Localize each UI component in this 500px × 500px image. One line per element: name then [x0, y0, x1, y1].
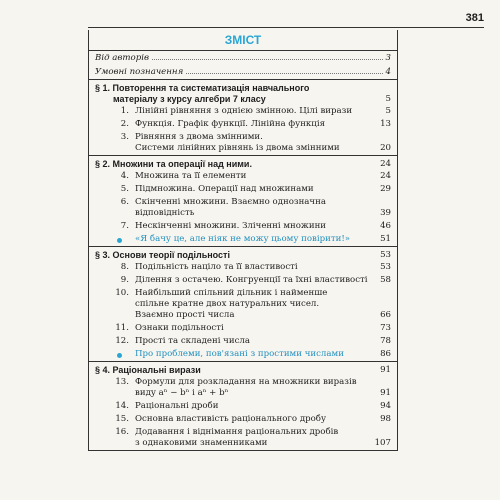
toc-item: [89, 183, 397, 196]
section-heading: [89, 362, 397, 376]
section-page: 91: [380, 365, 391, 375]
section-heading: [89, 156, 397, 170]
item-page: 20: [380, 143, 391, 153]
item-text: Раціональні дроби: [135, 401, 219, 411]
item-page: 66: [380, 310, 391, 320]
item-page: 94: [380, 401, 391, 411]
section-page: 53: [380, 250, 391, 260]
item-page: 91: [380, 388, 391, 398]
item-number: 11.: [115, 323, 129, 333]
toc-item-essay: [89, 233, 397, 246]
item-number: 1.: [120, 106, 129, 116]
item-text: Ознаки подільності: [135, 323, 224, 333]
entry-label: Від авторів: [95, 53, 149, 63]
item-number: 10.: [115, 288, 129, 298]
item-text-cont: відповідність: [135, 208, 195, 218]
item-text-cont: виду aⁿ − bⁿ і aⁿ + bⁿ: [135, 388, 229, 398]
item-number: 16.: [115, 427, 129, 437]
section-page: 5: [385, 94, 391, 104]
item-page: 46: [380, 221, 391, 231]
toc-item: [89, 400, 397, 413]
item-text: Множина та її елементи: [135, 171, 247, 181]
section-heading: [89, 80, 397, 105]
toc-item: [89, 105, 397, 118]
item-number: 14.: [115, 401, 129, 411]
toc-front-entry: [89, 65, 397, 79]
section-title: § 3. Основи теорії подільності: [95, 250, 230, 260]
item-page: 24: [380, 171, 391, 181]
entry-page: 4: [385, 67, 391, 77]
item-page: 51: [380, 234, 391, 244]
item-text: Формули для розкладання на множники виразів: [135, 377, 357, 387]
toc-item: [89, 170, 397, 183]
bullet-icon: [117, 353, 122, 358]
toc-item: [89, 196, 397, 220]
toc-item: [89, 220, 397, 233]
item-text: Найбільший спільний дільник і найменше: [135, 288, 328, 298]
toc-item: [89, 287, 397, 322]
item-page: 58: [380, 275, 391, 285]
item-number: 7.: [120, 221, 129, 231]
section-title: § 4. Раціональні вирази: [95, 365, 201, 375]
toc-item: [89, 376, 397, 400]
section-title-cont: матеріалу з курсу алгебри 7 класу: [113, 94, 266, 104]
item-text: Додавання і віднімання раціональних дробів: [135, 427, 339, 437]
toc-title: ЗМІСТ: [89, 30, 397, 51]
item-page: 86: [380, 349, 391, 359]
table-of-contents: [88, 30, 398, 451]
item-number: 5.: [120, 184, 129, 194]
toc-front-entry: [89, 51, 397, 65]
item-page: 5: [385, 106, 391, 116]
toc-item: [89, 131, 397, 155]
section-title: § 2. Множини та операції над ними.: [95, 159, 252, 169]
item-text-cont: з однаковими знаменниками: [135, 438, 268, 448]
item-text: Скінченні множини. Взаємно однозначна: [135, 197, 326, 207]
item-text: Подільність націло та її властивості: [135, 262, 298, 272]
item-text: Рівняння з двома змінними.: [135, 132, 263, 142]
item-text: «Я бачу це, але ніяк не можу цьому повірити!»: [135, 234, 351, 244]
item-number: 8.: [120, 262, 129, 272]
toc-item: [89, 413, 397, 426]
item-text: Функція. Графік функції. Лінійна функція: [135, 119, 325, 129]
item-number: 9.: [120, 275, 129, 285]
entry-label: Умовні позначення: [95, 67, 184, 77]
item-page: 73: [380, 323, 391, 333]
item-text: Основна властивість раціонального дробу: [135, 414, 327, 424]
entry-page: 3: [385, 53, 391, 63]
toc-item: [89, 322, 397, 335]
item-page: 98: [380, 414, 391, 424]
toc-item: [89, 335, 397, 348]
item-text: Про проблеми, пов'язані з простими числами: [135, 349, 344, 359]
section-page: 24: [380, 159, 391, 169]
item-text-cont: спільне кратне двох натуральних чисел.: [135, 299, 320, 309]
item-number: 12.: [115, 336, 129, 346]
item-text: Ділення з остачею. Конгруенції та їхні властивості: [135, 275, 368, 285]
section-title: § 1. Повторення та систематизація навчального: [95, 83, 310, 93]
item-text: Лінійні рівняння з однією змінною. Цілі вирази: [135, 106, 353, 116]
item-page: 13: [380, 119, 391, 129]
item-page: 107: [374, 438, 391, 448]
item-text: Прості та складені числа: [135, 336, 250, 346]
bullet-icon: [117, 238, 122, 243]
top-rule: [88, 27, 484, 28]
toc-item: [89, 426, 397, 450]
item-number: 6.: [120, 197, 129, 207]
item-number: 3.: [120, 132, 129, 142]
item-page: 29: [380, 184, 391, 194]
item-text-cont: Системи лінійних рівнянь із двома змінними: [135, 143, 340, 153]
toc-item-essay: [89, 348, 397, 361]
toc-item: [89, 274, 397, 287]
item-number: 4.: [120, 171, 129, 181]
item-page: 78: [380, 336, 391, 346]
toc-item: [89, 261, 397, 274]
item-number: 2.: [120, 119, 129, 129]
item-text-cont: Взаємно прості числа: [135, 310, 235, 320]
item-text: Підмножина. Операції над множинами: [135, 184, 314, 194]
section-heading: [89, 247, 397, 261]
item-text: Нескінченні множини. Зліченні множини: [135, 221, 327, 231]
item-page: 39: [380, 208, 391, 218]
toc-item: [89, 118, 397, 131]
item-number: 13.: [115, 377, 129, 387]
page-number: 381: [465, 12, 484, 24]
item-number: 15.: [115, 414, 129, 424]
item-page: 53: [380, 262, 391, 272]
